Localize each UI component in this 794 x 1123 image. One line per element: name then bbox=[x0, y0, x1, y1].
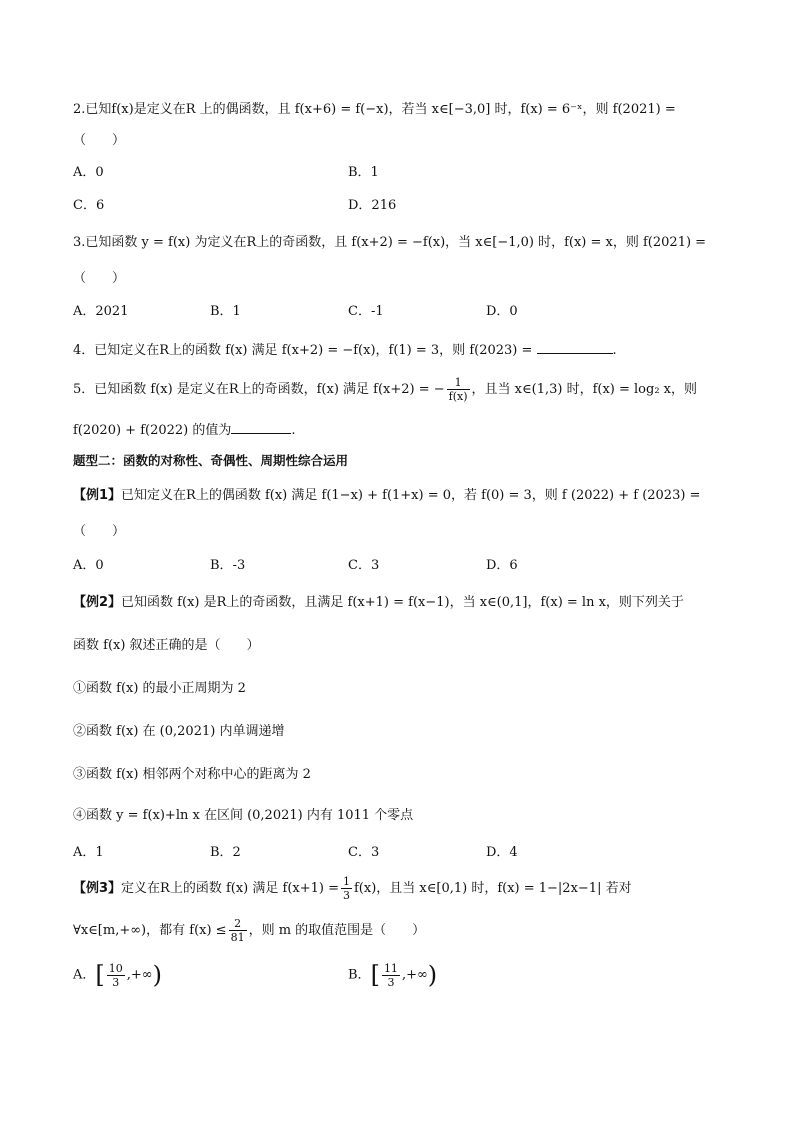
ex2-option-a: A．1 bbox=[73, 845, 104, 860]
ex3-option-a bbox=[73, 958, 162, 993]
ex1-paren: （ ） bbox=[73, 524, 126, 539]
ex2-item-1: ①函数 f(x) 的最小正周期为 2 bbox=[73, 681, 246, 696]
right-paren-icon: ) bbox=[152, 961, 162, 989]
q4-stem bbox=[73, 339, 617, 361]
ex1-tag: 【例1】 bbox=[73, 488, 122, 503]
q3-option-d: D．0 bbox=[486, 304, 518, 319]
ex3-option-a-label: A． bbox=[73, 967, 96, 983]
q3-stem: 3.已知函数 y = f(x) 为定义在R上的奇函数，且 f(x+2) = −f(x)，当 x∈[−1,0) 时，f(x) = x，则 f(2021) = bbox=[73, 235, 707, 250]
q2-paren: （ ） bbox=[73, 133, 126, 148]
right-paren-icon: ) bbox=[427, 961, 438, 989]
ex3-fraction-1 bbox=[341, 875, 352, 902]
q3-option-c: C．-1 bbox=[348, 304, 384, 319]
ex3-option-b bbox=[348, 958, 437, 993]
q2-stem: 2.已知f(x)是定义在R 上的偶函数，且 f(x+6) = f(−x)，若当 x∈[−3,0] 时，f(x) = 6⁻ˣ，则 f(2021) = bbox=[73, 102, 676, 117]
ex3-option-b-den: 3 bbox=[387, 975, 395, 989]
ex2-tag: 【例2】 bbox=[73, 595, 122, 610]
q4-end: . bbox=[612, 343, 617, 358]
q3-option-a: A．2021 bbox=[73, 304, 129, 319]
ex2-text: 已知函数 f(x) 是R上的奇函数，且满足 f(x+1) = f(x−1)，当 x∈(0,1]，f(x) = ln x，则下列关于 bbox=[121, 595, 684, 610]
q3-option-b: B．1 bbox=[210, 304, 241, 319]
ex3-option-a-num: 10 bbox=[108, 961, 123, 975]
ex3-option-a-den: 3 bbox=[112, 975, 120, 989]
ex2-line2: 函数 f(x) 叙述正确的是（ ） bbox=[73, 638, 260, 653]
ex3-text-a: 定义在R上的函数 f(x) 满足 f(x+1) = bbox=[121, 881, 339, 896]
ex3-frac2-num: 2 bbox=[229, 917, 247, 931]
q2-option-b: B．1 bbox=[348, 165, 379, 180]
ex3-stem bbox=[73, 874, 632, 904]
ex2-stem bbox=[73, 593, 684, 613]
ex2-option-d: D．4 bbox=[486, 845, 518, 860]
ex2-option-c: C．3 bbox=[348, 845, 380, 860]
ex3-line2 bbox=[73, 916, 425, 946]
left-bracket-icon: [ bbox=[370, 961, 380, 989]
q3-paren: （ ） bbox=[73, 271, 126, 286]
ex3-option-a-fraction bbox=[107, 962, 125, 989]
q5-text-b: ，且当 x∈(1,3) 时，f(x) = log₂ x，则 bbox=[471, 382, 697, 397]
ex3-frac1-den: 3 bbox=[343, 889, 350, 902]
q5-fraction bbox=[447, 376, 470, 403]
ex1-option-b: B．-3 bbox=[210, 558, 246, 573]
q5-line2-text: f(2020) + f(2022) 的值为 bbox=[73, 423, 232, 438]
ex3-option-b-num: 11 bbox=[383, 961, 398, 975]
q5-text-a: 5．已知函数 f(x) 是定义在R上的奇函数，f(x) 满足 f(x+2) = − bbox=[73, 382, 445, 397]
ex3-option-b-label: B． bbox=[348, 967, 371, 983]
ex3-option-b-tail: ,+∞ bbox=[401, 967, 428, 983]
ex3-frac2-den: 81 bbox=[230, 931, 245, 944]
ex1-option-a: A．0 bbox=[73, 558, 104, 573]
q5-stem bbox=[73, 375, 697, 405]
q5-end: . bbox=[291, 423, 296, 438]
ex2-item-4: ④函数 y = f(x)+ln x 在区间 (0,2021) 内有 1011 个零点 bbox=[73, 808, 414, 823]
ex1-option-d: D．6 bbox=[486, 558, 518, 573]
q5-frac-num: 1 bbox=[447, 376, 470, 390]
left-bracket-icon: [ bbox=[95, 961, 105, 989]
ex3-line2-b: ，则 m 的取值范围是（ ） bbox=[248, 923, 426, 938]
ex3-line2-a: ∀x∈[m,+∞)，都有 f(x) ≤ bbox=[73, 923, 227, 938]
ex3-tag: 【例3】 bbox=[73, 881, 122, 896]
section-title: 题型二：函数的对称性、奇偶性、周期性综合运用 bbox=[73, 453, 349, 468]
ex1-text: 已知定义在R上的偶函数 f(x) 满足 f(1−x) + f(1+x) = 0，若 f(0) = 3，则 f (2022) + f (2023) = bbox=[121, 488, 701, 503]
ex1-option-c: C．3 bbox=[348, 558, 380, 573]
ex3-option-a-tail: ,+∞ bbox=[126, 967, 153, 983]
q2-option-c: C．6 bbox=[73, 198, 105, 213]
ex2-item-2: ②函数 f(x) 在 (0,2021) 内单调递增 bbox=[73, 724, 285, 739]
ex3-fraction-2 bbox=[229, 917, 247, 944]
ex3-frac1-num: 1 bbox=[343, 875, 350, 888]
q4-text: 4．已知定义在R上的函数 f(x) 满足 f(x+2) = −f(x)，f(1) = 3，则 f(2023) = bbox=[73, 343, 533, 358]
ex1-stem bbox=[73, 486, 700, 506]
q5-frac-den: f(x) bbox=[448, 390, 468, 403]
q2-option-d: D．216 bbox=[348, 198, 397, 213]
ex2-item-3: ③函数 f(x) 相邻两个对称中心的距离为 2 bbox=[73, 767, 311, 782]
q5-answer-blank[interactable] bbox=[231, 419, 291, 434]
ex2-option-b: B．2 bbox=[210, 845, 241, 860]
ex3-text-b: f(x)，且当 x∈[0,1) 时，f(x) = 1−|2x−1| 若对 bbox=[354, 881, 632, 896]
q5-line2 bbox=[73, 419, 296, 441]
q4-answer-blank[interactable] bbox=[537, 339, 613, 354]
q2-option-a: A．0 bbox=[73, 165, 104, 180]
ex3-option-b-fraction bbox=[382, 962, 400, 989]
